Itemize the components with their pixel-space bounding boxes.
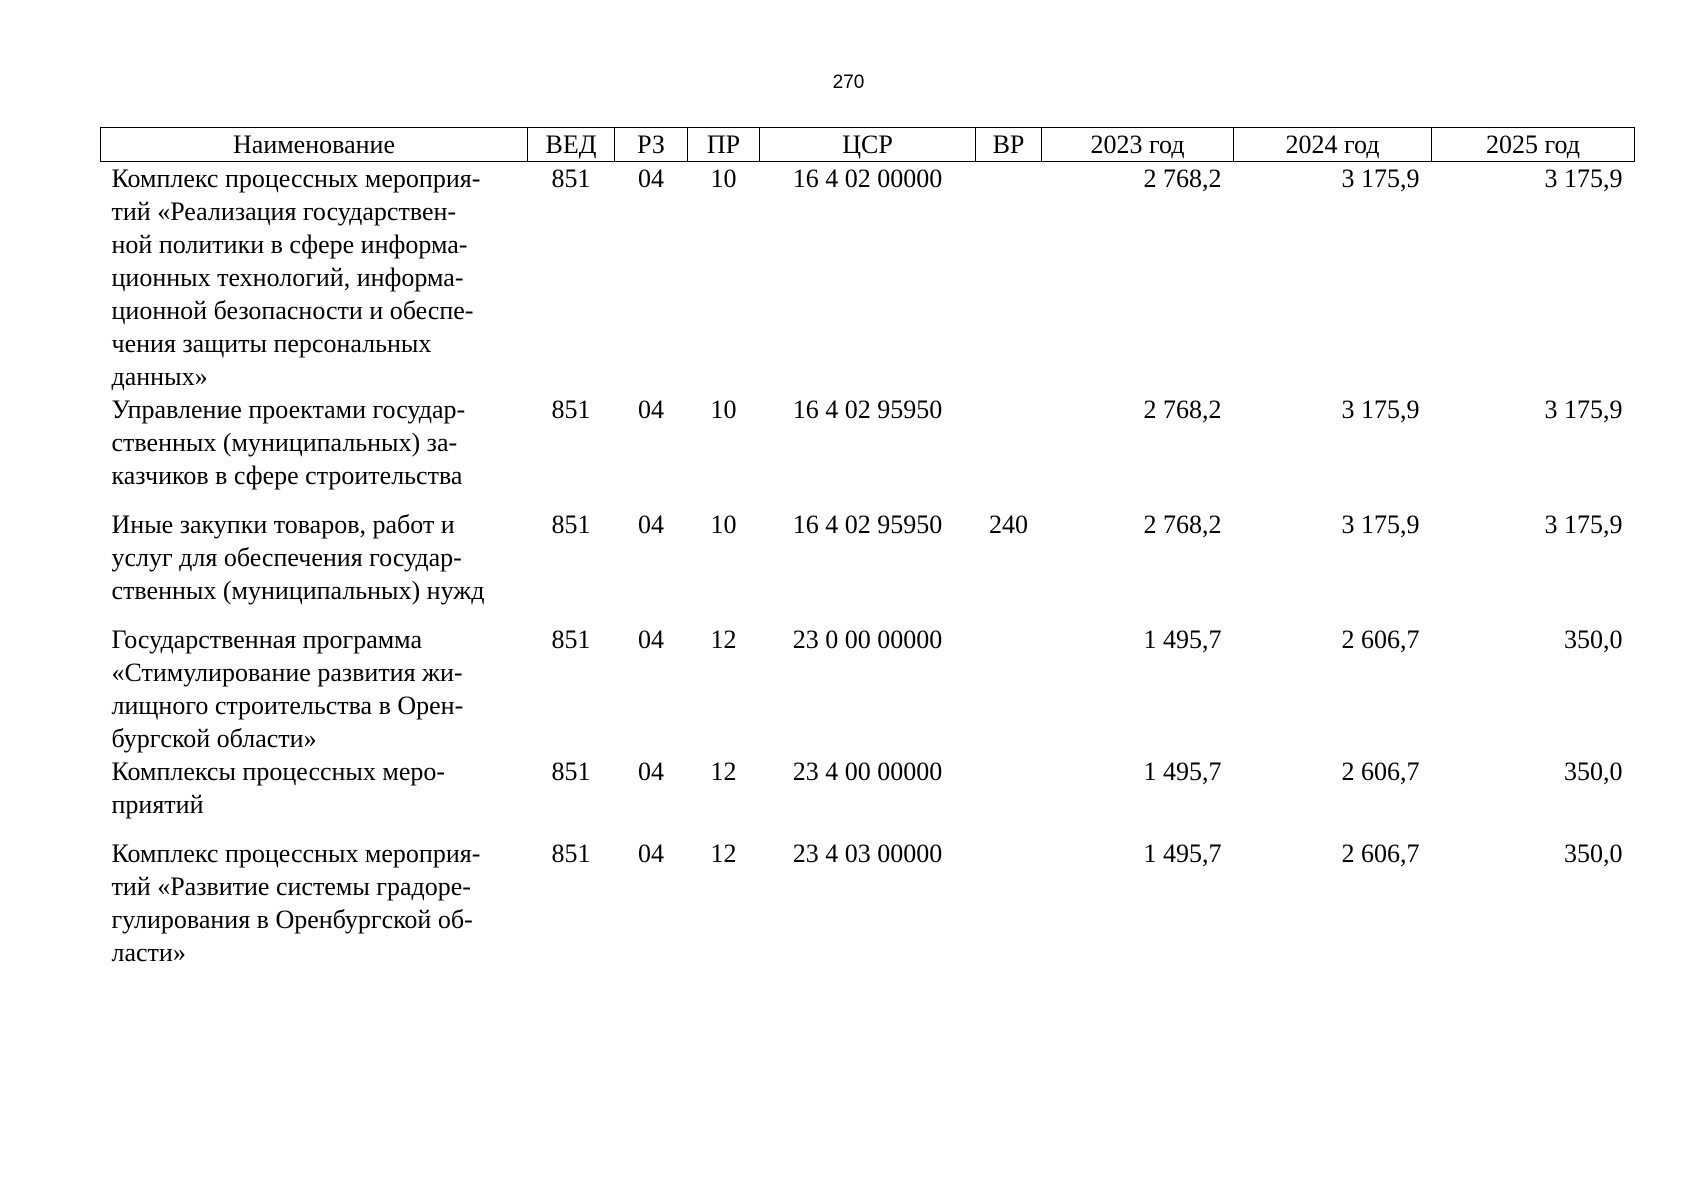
row-name: [101, 393, 528, 508]
name-line: Комплекс процессных мероприя-: [111, 164, 481, 193]
cell-rz: 04: [638, 757, 664, 786]
cell-2023: 1 495,7: [1143, 625, 1222, 654]
cell-rz: 04: [638, 395, 664, 424]
cell-csr: 23 0 00 00000: [792, 625, 943, 654]
name-line: ласти»: [111, 938, 186, 967]
table-row: [101, 393, 1635, 508]
table-header-row: [101, 128, 1635, 162]
name-line: приятий: [111, 790, 204, 819]
cell-2024: 3 175,9: [1341, 510, 1420, 539]
cell-ved: 851: [551, 839, 591, 868]
cell-2024: 3 175,9: [1341, 395, 1420, 424]
cell-csr: 23 4 00 00000: [792, 757, 943, 786]
name-line: чения защиты персональных: [111, 329, 432, 358]
cell-vr: [976, 393, 1042, 508]
header-2024: 2024 год: [1234, 128, 1432, 162]
name-line: Государственная программа: [111, 625, 423, 654]
cell-rz: 04: [638, 625, 664, 654]
page-number: 270: [832, 72, 865, 93]
row-name: [101, 162, 528, 394]
cell-2025: 350,0: [1564, 625, 1623, 654]
name-line: гулирования в Оренбургской об-: [111, 905, 473, 934]
header-2025: 2025 год: [1432, 128, 1635, 162]
cell-pr: 12: [710, 625, 737, 654]
name-line: тий «Реализация государствен-: [111, 197, 457, 226]
name-line: тий «Развитие системы градоре-: [111, 872, 471, 901]
cell-2023: 1 495,7: [1143, 757, 1222, 786]
cell-2024: 2 606,7: [1341, 757, 1420, 786]
cell-csr: 16 4 02 00000: [792, 164, 943, 193]
cell-rz: 04: [638, 164, 664, 193]
name-line: Комплексы процессных меро-: [111, 757, 446, 786]
name-line: «Стимулирование развития жи-: [111, 658, 463, 687]
name-line: казчиков в сфере строительства: [111, 461, 463, 490]
cell-ved: 851: [551, 395, 591, 424]
name-line: ственных (муниципальных) нужд: [111, 576, 485, 605]
row-name: [101, 755, 528, 837]
row-name: [101, 623, 528, 755]
cell-csr: 16 4 02 95950: [792, 510, 943, 539]
name-line: ственных (муниципальных) за-: [111, 428, 458, 457]
cell-csr: 23 4 03 00000: [792, 839, 943, 868]
cell-2024: 2 606,7: [1341, 839, 1420, 868]
row-name: [101, 508, 528, 623]
cell-ved: 851: [551, 757, 591, 786]
cell-pr: 10: [710, 395, 737, 424]
cell-vr: [976, 623, 1042, 755]
cell-ved: 851: [551, 164, 591, 193]
table-row: [101, 755, 1635, 837]
cell-rz: 04: [638, 510, 664, 539]
header-2023: 2023 год: [1042, 128, 1234, 162]
name-line: бургской области»: [111, 724, 317, 753]
table-row: [101, 623, 1635, 755]
header-pr: ПР: [688, 128, 760, 162]
cell-vr: [976, 837, 1042, 969]
cell-2024: 2 606,7: [1341, 625, 1420, 654]
cell-2023: 1 495,7: [1143, 839, 1222, 868]
row-name: [101, 837, 528, 969]
cell-2025: 350,0: [1564, 839, 1623, 868]
cell-2025: 350,0: [1564, 757, 1623, 786]
cell-pr: 12: [710, 839, 737, 868]
cell-pr: 10: [710, 510, 737, 539]
budget-table: [100, 127, 1635, 969]
table-row: [101, 508, 1635, 623]
name-line: услуг для обеспечения государ-: [111, 543, 462, 572]
header-vr: ВР: [976, 128, 1042, 162]
name-line: ционных технологий, информа-: [111, 263, 464, 292]
name-line: Управление проектами государ-: [111, 395, 466, 424]
cell-pr: 10: [710, 164, 737, 193]
name-line: Иные закупки товаров, работ и: [111, 510, 455, 539]
cell-vr: 240: [989, 510, 1028, 539]
cell-vr: [976, 755, 1042, 837]
name-line: данных»: [111, 362, 208, 391]
cell-2025: 3 175,9: [1544, 510, 1623, 539]
cell-csr: 16 4 02 95950: [792, 395, 943, 424]
name-line: ной политики в сфере информа-: [111, 230, 468, 259]
header-name: Наименование: [101, 128, 528, 162]
table-row: [101, 162, 1635, 394]
cell-2023: 2 768,2: [1143, 395, 1222, 424]
header-rz: РЗ: [615, 128, 688, 162]
cell-2024: 3 175,9: [1341, 164, 1420, 193]
cell-2023: 2 768,2: [1143, 510, 1222, 539]
cell-vr: [976, 162, 1042, 394]
cell-ved: 851: [551, 625, 591, 654]
name-line: ционной безопасности и обеспе-: [111, 296, 474, 325]
header-ved: ВЕД: [528, 128, 615, 162]
cell-2025: 3 175,9: [1544, 164, 1623, 193]
header-csr: ЦСР: [760, 128, 976, 162]
name-line: Комплекс процессных мероприя-: [111, 839, 481, 868]
cell-rz: 04: [638, 839, 664, 868]
table-row: [101, 837, 1635, 969]
cell-ved: 851: [551, 510, 591, 539]
cell-pr: 12: [710, 757, 737, 786]
cell-2025: 3 175,9: [1544, 395, 1623, 424]
cell-2023: 2 768,2: [1143, 164, 1222, 193]
name-line: лищного строительства в Орен-: [111, 691, 464, 720]
